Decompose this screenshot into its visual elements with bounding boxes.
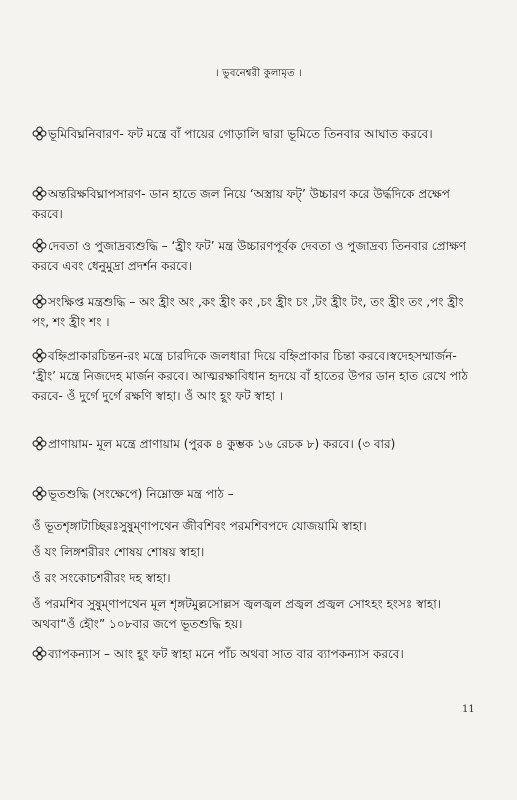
paragraph-text: ভূমিবিঘ্ননিবারণ- ফট মন্ত্রে বাঁ পায়ের গোড়ালি দ্বারা ভূমিতে তিনবার আঘাত করবে।: [48, 127, 433, 141]
paragraph-text: দেবতা ও পুজাদ্রব্যশুদ্ধি – ‘হ্রীং ফট’ মন্ত্র উচ্চারণপূর্বক দেবতা ও পুজাদ্রব্য তিনবার প্রোক্ষণ করবে এবং ধেনুমুদ্রা প্রদর্শন করবে।: [32, 239, 467, 273]
paragraph-text: অন্তরিক্ষবিঘ্নাপসারণ- ডান হাতে জল নিয়ে ‘অস্ত্রায় ফট্‌’ উচ্চারণ করে উর্দ্ধদিকে প্রক্ষেপ করবে।: [32, 187, 450, 221]
mantra-line-3: ওঁ রং সংকোচশরীরং দহ স্বাহা।: [32, 571, 171, 585]
paragraph-text: ব্যাপকন্যাস – আং হূং ফট স্বাহা মনে পাঁচ অথবা সাত বার ব্যাপকন্যাস করবে।: [48, 647, 404, 661]
paragraph-text: প্রাণায়াম- মূল মন্ত্রে প্রাণায়াম (পুরক ৪ কুম্ভক ১৬ রেচক ৮) করবে। (৩ বার): [48, 437, 396, 451]
paragraph-devata-shuddhi: [32, 236, 484, 276]
mantra-line-4: ওঁ পরমশিব সুষুম্ণাপথেন মূল শৃঙ্গটমুল্লসোল্লস জ্বলজ্বল প্রজ্বল প্রজ্বল সোঽহং হংসঃ স্বাহা। অথবা“ওঁ হৌং” ১০৮বার জপে ভূতশুদ্ধি হয়।: [32, 597, 441, 631]
paragraph-text: ভূতশুদ্ধি (সংক্ষেপে) নিম্নোক্ত মন্ত্র পাঠ –: [48, 487, 234, 501]
paragraph-text: বহ্নিপ্রাকারচিন্তন-রং মন্ত্রে চারদিকে জলধারা দিয়ে বহ্নিপ্রাকার চিন্তা করবে।স্বদেহসম্মার্জন- ‘হ্রীং’ মন্ত্রে নিজদেহ মার্জন করবে। আত্মরক্ষাবিধান হৃদয়ে বাঁ হাতের উপর ডান হাত রেখে পাঠ করবে- ওঁ দুর্গে দুর্গে রক্ষণি স্বাহা। ওঁ আং হূং ফট স্বাহা ।: [32, 349, 468, 403]
paragraph-vyapaka-nyasa: [32, 644, 484, 664]
paragraph-antariksha: [32, 184, 484, 224]
paragraph-pranayama: [32, 434, 484, 454]
paragraph-vahni-prakara: [32, 346, 484, 406]
paragraph-bhuta-shuddhi: [32, 484, 484, 504]
flower-ornament-icon: [32, 126, 47, 141]
flower-ornament-icon: [32, 646, 47, 661]
flower-ornament-icon: [32, 238, 47, 253]
flower-ornament-icon: [32, 486, 47, 501]
flower-ornament-icon: [32, 186, 47, 201]
page-number: 11: [462, 704, 475, 715]
flower-ornament-icon: [32, 436, 47, 451]
flower-ornament-icon: [32, 348, 47, 363]
mantra-line-2: ওঁ যং লিঙ্গশরীরং শোষয় শোষয় স্বাহা।: [32, 545, 205, 559]
paragraph-text: সংক্ষিপ্ত মন্ত্রশুদ্ধি – অং হ্রীং অং ,কং হ্রীং কং ,চং হ্রীং চং ,টং হ্রীং টং, তং হ্রীং তং ,পং হ্রীং পং, শং হ্রীং শং ।: [32, 295, 464, 329]
flower-ornament-icon: [32, 294, 47, 309]
paragraph-bhumi-vighna: [32, 124, 484, 144]
paragraph-mantra-shuddhi: [32, 292, 484, 332]
mantra-line-1: ওঁ ভূতশৃঙ্গাটাচ্ছিরঃসুষুম্ণাপথেন জীবশিবং পরমশিবপদে যোজয়ামি স্বাহা।: [32, 519, 367, 533]
running-header: । ভুবনেশ্বরী কুলামৃত ।: [215, 68, 302, 79]
